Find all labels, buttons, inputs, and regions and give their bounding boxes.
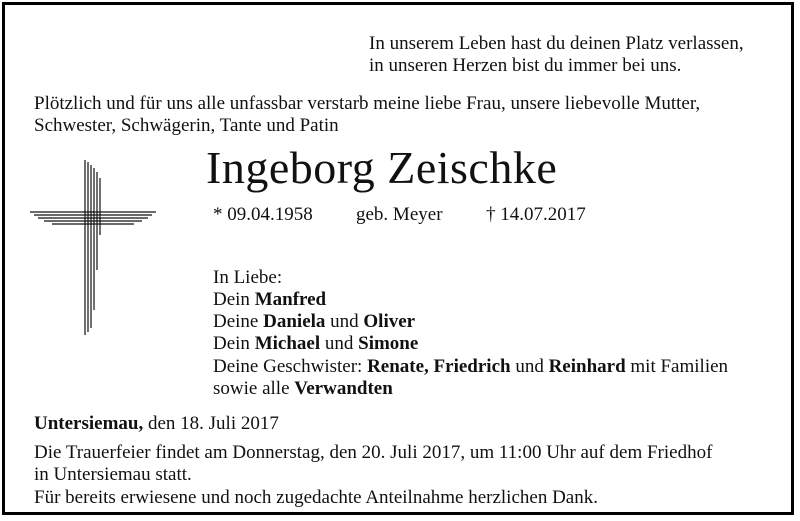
notice-line-3: Für bereits erwiesene und noch zugedachte Anteilnahme herzlichen Dank. [34,487,598,508]
deceased-name: Ingeborg Zeischke [206,142,558,193]
birth-date: * 09.04.1958 [213,204,313,225]
mourner-name: Manfred [254,289,327,310]
cross-icon [30,160,156,335]
mourner-name: Oliver [363,311,416,332]
mourner-row [213,377,393,400]
mourner-name: Michael [254,333,321,354]
mourner-name: Renate, Friedrich [367,356,511,377]
motto-line-2: in unseren Herzen bist du immer bei uns. [369,55,682,76]
mourner-row [213,288,326,311]
death-date: † 14.07.2017 [486,204,586,225]
mourner-name: Reinhard [548,356,626,377]
maiden-name: geb. Meyer [356,204,443,225]
mourner-row [213,332,418,355]
place-date [34,412,279,435]
mourner-prefix: sowie alle [213,378,295,399]
intro-line-1: Plötzlich und für uns alle unfassbar verstarb meine liebe Frau, unsere liebevolle Mutter, [34,93,701,114]
mourner-connector: und [320,333,359,354]
notice-line-2: in Untersiemau statt. [34,464,192,485]
mourner-connector: und [325,311,364,332]
mourner-connector: und [510,356,549,377]
place: Untersiemau, [34,413,144,434]
mourners-heading: In Liebe: [213,267,283,288]
notice-line-1: Die Trauerfeier findet am Donnerstag, den 20. Juli 2017, um 11:00 Uhr auf dem Friedhof [34,442,713,463]
mourner-row [213,355,728,378]
intro-line-2: Schwester, Schwägerin, Tante und Patin [34,115,339,136]
mourner-name: Simone [358,333,419,354]
mourner-name: Verwandten [294,378,393,399]
mourner-suffix: mit Familien [625,356,729,377]
mourner-prefix: Dein [213,333,255,354]
mourner-prefix: Deine Geschwister: [213,356,368,377]
date: den 18. Juli 2017 [143,413,279,434]
mourner-prefix: Dein [213,289,255,310]
mourner-name: Daniela [263,311,326,332]
motto-line-1: In unserem Leben hast du deinen Platz verlassen, [369,33,744,54]
mourner-row [213,310,415,333]
mourner-prefix: Deine [213,311,264,332]
